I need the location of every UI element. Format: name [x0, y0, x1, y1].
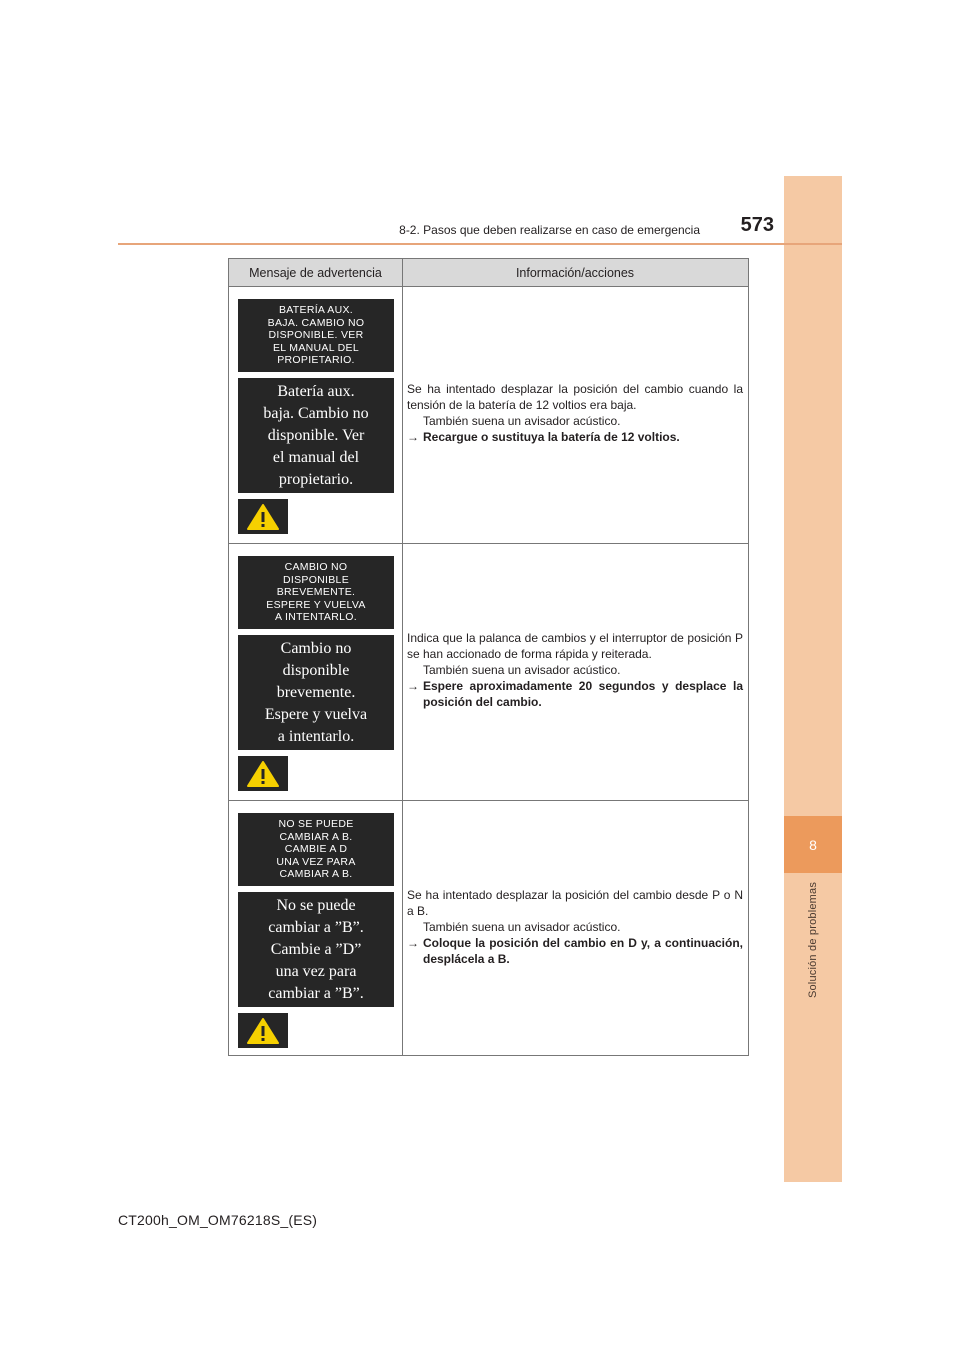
row-divider [229, 543, 748, 544]
warning-triangle-icon [238, 499, 288, 534]
chapter-number: 8 [784, 816, 842, 873]
info-note: También suena un avisador acústico. [423, 920, 621, 934]
arrow-icon: → [407, 936, 419, 950]
info-description: Indica que la palanca de cambios y el interruptor de posición P se han accionado de forma rápida y reiterada. [407, 631, 743, 661]
chapter-title: Solución de problemas [807, 881, 819, 999]
display-message-uppercase: NO SE PUEDE CAMBIAR A B. CAMBIE A D UNA VEZ PARA CAMBIAR A B. [238, 813, 394, 886]
warning-message-table [228, 258, 749, 1056]
info-action: → Coloque la posición del cambio en D y, a continuación, desplácela a B. [407, 936, 743, 966]
warning-triangle-icon [238, 756, 288, 791]
info-actions-cell [407, 887, 743, 967]
document-code: CT200h_OM_OM76218S_(ES) [118, 1212, 318, 1228]
header-rule [118, 243, 842, 245]
info-description: Se ha intentado desplazar la posición del cambio cuando la tensión de la batería de 12 voltios era baja. [407, 382, 743, 412]
info-note: También suena un avisador acústico. [423, 414, 621, 428]
section-title: 8-2. Pasos que deben realizarse en caso de emergencia [399, 223, 700, 237]
info-action: → Espere aproximadamente 20 segundos y desplace la posición del cambio. [407, 679, 743, 709]
warning-triangle-icon [238, 1013, 288, 1048]
chapter-side-tab [784, 176, 842, 1182]
info-note: También suena un avisador acústico. [423, 663, 621, 677]
column-divider [402, 259, 403, 1055]
display-message-multiinfo: Cambio no disponible brevemente. Espere y vuelva a intentarlo. [238, 635, 394, 750]
page-number: 573 [740, 214, 774, 236]
arrow-icon: → [407, 679, 419, 693]
info-actions-cell [407, 630, 743, 710]
display-message-uppercase: BATERÍA AUX. BAJA. CAMBIO NO DISPONIBLE. VER EL MANUAL DEL PROPIETARIO. [238, 299, 394, 372]
display-message-uppercase: CAMBIO NO DISPONIBLE BREVEMENTE. ESPERE Y VUELVA A INTENTARLO. [238, 556, 394, 629]
header-warning-message: Mensaje de advertencia [249, 265, 382, 280]
table-header [229, 259, 748, 287]
info-description: Se ha intentado desplazar la posición del cambio desde P o N a B. [407, 888, 743, 918]
info-actions-cell [407, 381, 743, 445]
arrow-icon: → [407, 430, 419, 444]
header-info-actions: Información/acciones [515, 265, 635, 280]
display-message-multiinfo: Batería aux. baja. Cambio no disponible. Ver el manual del propietario. [238, 378, 394, 493]
info-action: → Recargue o sustituya la batería de 12 voltios. [407, 430, 680, 444]
row-divider [229, 800, 748, 801]
display-message-multiinfo: No se puede cambiar a ”B”. Cambie a ”D” una vez para cambiar a ”B”. [238, 892, 394, 1007]
